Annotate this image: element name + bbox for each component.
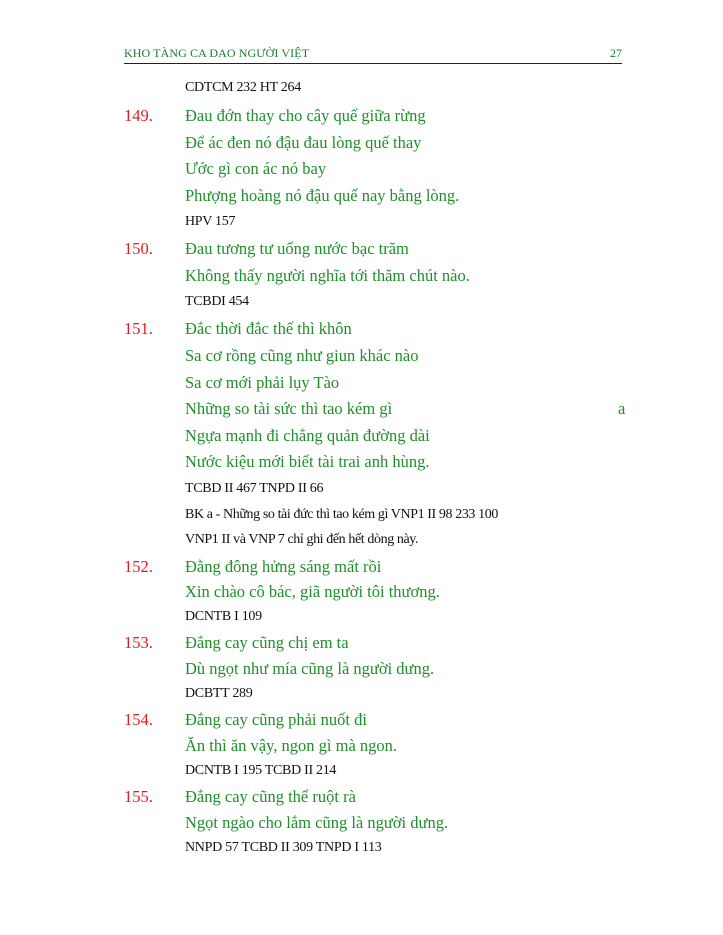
entry-number: 155. [124, 787, 153, 806]
entry-number: 152. [124, 557, 153, 576]
verse-line: Xin chào cô bác, giã người tôi thương. [185, 582, 440, 601]
verse-line: Không thấy người nghĩa tới thăm chút nào. [185, 266, 470, 285]
source-ref: CDTCM 232 HT 264 [185, 80, 301, 95]
verse-line: Đắng cay cũng chị em ta [185, 633, 349, 652]
entry-number: 153. [124, 633, 153, 652]
verse-line: Để ác đen nó đậu đau lòng quế thay [185, 133, 422, 152]
verse-line: Ăn thì ăn vậy, ngon gì mà ngon. [185, 736, 398, 755]
verse-line: Dù ngọt như mía cũng là người dưng. [185, 659, 435, 678]
source-ref: NNPD 57 TCBD II 309 TNPD I 113 [185, 840, 382, 855]
verse-line: Ngựa mạnh đi chẳng quản đường dài [185, 426, 430, 445]
entry-number: 154. [124, 710, 153, 729]
verse-line: Ngọt ngào cho lắm cũng là người dưng. [185, 813, 449, 832]
page-number: 27 [610, 46, 622, 60]
verse-line: Đau tương tư uống nước bạc trăm [185, 239, 409, 258]
verse-line: Đắng cay cũng thể ruột rà [185, 787, 356, 806]
source-ref: DCBTT 289 [185, 686, 253, 701]
entry-number: 149. [124, 106, 153, 125]
verse-line: Đắc thời đắc thế thì khôn [185, 319, 352, 338]
verse-line: Phượng hoàng nó đậu quế nay bằng lòng. [185, 186, 460, 205]
source-ref: DCNTB I 109 [185, 609, 262, 624]
verse-line: Sa cơ mới phải lụy Tào [185, 373, 340, 392]
source-ref: HPV 157 [185, 214, 236, 229]
running-header [124, 44, 622, 64]
entry-number: 151. [124, 319, 153, 338]
verse-line: Đằng đông hửng sáng mất rồi [185, 557, 382, 576]
verse-line: Sa cơ rồng cũng như giun khác nào [185, 346, 419, 365]
verse-line: Đắng cay cũng phải nuốt đi [185, 710, 367, 729]
entry-number: 150. [124, 239, 153, 258]
verse-line: Những so tài sức thì tao kém gì [185, 399, 393, 418]
source-ref: TCBD II 467 TNPD II 66 [185, 481, 324, 496]
verse-line: Đau đớn thay cho cây quế giữa rừng [185, 106, 426, 125]
book-title: KHO TÀNG CA DAO NGƯỜI VIỆT [124, 46, 310, 60]
variant-marker: a [618, 399, 626, 418]
source-ref: DCNTB I 195 TCBD II 214 [185, 763, 337, 778]
variant-note: BK a - Những so tài đức thì tao kém gì VNP1 II 98 233 100 [185, 507, 498, 522]
verse-line: Ước gì con ác nó bay [185, 159, 327, 178]
source-ref: TCBDI 454 [185, 294, 249, 309]
variant-note: VNP1 II và VNP 7 chỉ ghi đến hết dòng này. [185, 532, 419, 547]
verse-line: Nước kiệu mới biết tài trai anh hùng. [185, 452, 430, 471]
